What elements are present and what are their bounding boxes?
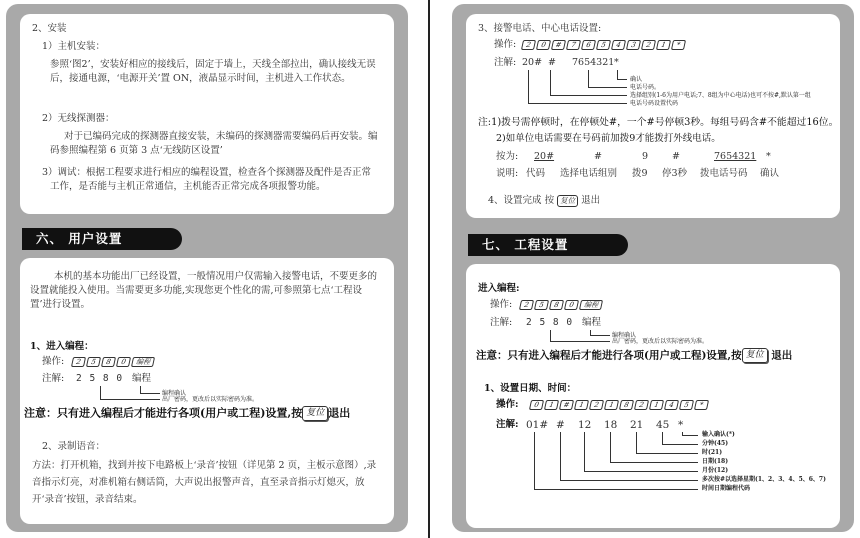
key-8: 8 bbox=[549, 300, 564, 310]
s7-warning-text: 注意：只有进入编程后才能进行各项(用户或工程)设置,按 bbox=[476, 349, 742, 362]
user-settings-card bbox=[20, 258, 394, 524]
desc-dial9: 拨9 bbox=[632, 168, 648, 179]
key: 1 bbox=[649, 400, 664, 410]
example-code: 20# bbox=[534, 151, 555, 162]
phone-title: 3、接警电话、中心电话设置: bbox=[478, 23, 602, 34]
key: * bbox=[671, 40, 686, 50]
key: 0 bbox=[536, 40, 551, 50]
desc-group: 选择电话组别 bbox=[560, 168, 618, 179]
s7-reset-key: 复位 bbox=[742, 348, 768, 363]
ann-month: 月份(12) bbox=[702, 467, 729, 474]
ann-date-code: 时间日期编程代码 bbox=[702, 485, 751, 492]
example-nine: 9 bbox=[642, 151, 649, 162]
key: 4 bbox=[664, 400, 679, 410]
key: 7 bbox=[566, 40, 581, 50]
s7-warning-line bbox=[476, 348, 792, 363]
date-code: 01# bbox=[526, 419, 549, 431]
ann-confirm: 编程确认 bbox=[162, 390, 187, 397]
desc-label: 说明: bbox=[496, 168, 519, 179]
s7-password-code: 2 5 8 0 bbox=[526, 317, 574, 328]
install-heading: 2、安装 bbox=[32, 23, 67, 34]
debug-body: 根据工程要求进行相应的编程设置，检查各个探测器及配件是否正常工作，是否能与主机正常通信，主机能否正常完成各项报警功能。 bbox=[50, 167, 372, 192]
key: 1 bbox=[544, 400, 559, 410]
note-2: 2)如单位电话需要在号码前加拨9才能拨打外线电话。 bbox=[496, 133, 721, 144]
section6-title: 六、 用户设置 bbox=[22, 228, 182, 250]
example-hash2: # bbox=[672, 151, 680, 162]
phone-card bbox=[466, 14, 840, 218]
page-divider bbox=[428, 0, 430, 538]
note-1: 注:1)拨号需停顿时，在停顿处#，一个#号停顿3秒。每组号码含#不能超过16位。 bbox=[478, 117, 839, 128]
detector-body: 对于已编码完成的探测器直接安装，未编码的探测器需要编码后再安装。编码参照编程第 6 页第 3 点‘无线防区设置’ bbox=[50, 131, 378, 156]
desc-pause: 停3秒 bbox=[662, 168, 688, 179]
phone-hash: # bbox=[548, 57, 556, 68]
key-5: 5 bbox=[534, 300, 549, 310]
ann-set-code: 电话号码设置代码 bbox=[630, 100, 679, 107]
section7-title: 七、 工程设置 bbox=[468, 234, 628, 256]
key: 2 bbox=[634, 400, 649, 410]
exit-word: 退出 bbox=[581, 195, 601, 206]
key-program: 编程 bbox=[131, 357, 155, 367]
key: * bbox=[694, 400, 709, 410]
key: 1 bbox=[574, 400, 589, 410]
phone-note-label: 注解: bbox=[494, 57, 517, 68]
password-code: 2 5 8 0 bbox=[76, 373, 124, 384]
date-title: 1、设置日期、时间： bbox=[484, 383, 577, 394]
note-label: 注解: bbox=[42, 373, 65, 384]
record-body: 方法：打开机箱，找到并按下电路板上‘录音’按钮（详见第 2 页，主板示意图）,录音指示灯亮，对准机箱右侧话筒，大声说出报警声音，直至录音指示灯熄灭，放开‘录音’按钮，录音结束。 bbox=[32, 460, 377, 505]
reset-key: 复位 bbox=[302, 406, 328, 421]
key-2: 2 bbox=[519, 300, 534, 310]
key: 5 bbox=[596, 40, 611, 50]
phone-op-label: 操作: bbox=[494, 39, 517, 50]
ann-minute: 分钟(45) bbox=[702, 440, 729, 447]
ann-select-group: 选择组别(1-6为用户电话;7、8组为中心电话)也可不按#,默认第一组 bbox=[630, 92, 811, 99]
reset-key: 复位 bbox=[557, 195, 578, 207]
key: 4 bbox=[611, 40, 626, 50]
install-card bbox=[20, 14, 394, 214]
key: 1 bbox=[604, 400, 619, 410]
warning-text: 注意：只有进入编程后才能进行各项(用户或工程)设置,按 bbox=[24, 406, 303, 420]
s7-enter-title: 进入编程: bbox=[478, 283, 520, 294]
key: 2 bbox=[589, 400, 604, 410]
record-title: 2、录制语音： bbox=[42, 441, 106, 452]
s7-note-label: 注解: bbox=[490, 317, 513, 328]
key: 2 bbox=[641, 40, 656, 50]
section6-intro: 本机的基本功能出厂已经设置，一般情况用户仅需输入接警电话，不要更多的设置就能投入使用。当需要更多功能,实现您更个性化的需,可参照第七点‘工程设置’进行设置。 bbox=[30, 271, 378, 310]
engineering-card bbox=[466, 264, 840, 528]
phone-number: 7654321 bbox=[572, 57, 615, 68]
ann-weekday: 多次按#以选择星期(1、2、3、4、5、6、7) bbox=[702, 476, 826, 483]
example-label: 按为: bbox=[496, 151, 519, 162]
date-day: 18 bbox=[604, 419, 618, 431]
example-hash: # bbox=[594, 151, 602, 162]
phone-keys bbox=[522, 40, 685, 50]
finish-text: 4、设置完成 按 bbox=[488, 195, 555, 206]
key: 6 bbox=[581, 40, 596, 50]
finish-line bbox=[488, 194, 600, 208]
enter-keys bbox=[72, 357, 154, 367]
host-install-body: 参照‘图2’，安装好相应的接线后，固定于墙上，天线全部拉出，确认接线无误后，接通电源，‘电源开关’置 ON，液晶显示时间，主机进入工作状态。 bbox=[50, 59, 376, 84]
key: 5 bbox=[679, 400, 694, 410]
key-2: 2 bbox=[71, 357, 86, 367]
s7-op-label: 操作: bbox=[490, 299, 513, 310]
date-hour: 21 bbox=[630, 419, 644, 431]
date-minute: 45 bbox=[656, 419, 670, 431]
key: 3 bbox=[626, 40, 641, 50]
s7-ann-confirm: 编程确认 bbox=[612, 332, 637, 339]
enter-prog-title: 1、进入编程： bbox=[30, 341, 94, 352]
date-month: 12 bbox=[578, 419, 592, 431]
key: 1 bbox=[656, 40, 671, 50]
ann-confirm: 确认 bbox=[630, 76, 643, 83]
key: 0 bbox=[529, 400, 544, 410]
example-star: * bbox=[766, 151, 771, 162]
key-0: 0 bbox=[564, 300, 579, 310]
s7-enter-keys bbox=[520, 300, 602, 310]
date-note-label: 注解: bbox=[496, 419, 519, 430]
detector-title: 2）无线探测器： bbox=[42, 113, 115, 124]
ann-hour: 时(21) bbox=[702, 449, 723, 456]
debug-title: 3）调试： bbox=[42, 167, 87, 178]
left-page bbox=[6, 4, 408, 532]
ann-phone-number: 电话号码。 bbox=[630, 84, 661, 91]
key: 2 bbox=[521, 40, 536, 50]
ann-day: 日期(18) bbox=[702, 458, 729, 465]
desc-code: 代码 bbox=[526, 168, 546, 179]
s7-exit-word: 退出 bbox=[771, 349, 793, 362]
date-op-label: 操作: bbox=[496, 399, 519, 410]
key: # bbox=[559, 400, 574, 410]
key-5: 5 bbox=[86, 357, 101, 367]
right-page bbox=[452, 4, 854, 532]
ann-password: 出厂密码，更改后以实际密码为准。 bbox=[162, 396, 259, 403]
program-word: 编程 bbox=[132, 373, 152, 384]
key-program: 编程 bbox=[579, 300, 603, 310]
warning-line bbox=[24, 406, 350, 421]
desc-dial: 拨电话号码 bbox=[700, 168, 748, 179]
date-hash: # bbox=[556, 419, 565, 431]
host-install-title: 1）主机安装： bbox=[42, 41, 106, 52]
phone-code: 20# bbox=[522, 57, 543, 68]
date-keys bbox=[530, 400, 708, 410]
s7-ann-password: 出厂密码，更改后以实际密码为准。 bbox=[612, 338, 709, 345]
exit-word: 退出 bbox=[328, 406, 351, 420]
operation-label: 操作: bbox=[42, 356, 65, 367]
ann-input-confirm: 输入确认(*) bbox=[702, 431, 735, 438]
key: # bbox=[551, 40, 566, 50]
key-0: 0 bbox=[116, 357, 131, 367]
date-star: * bbox=[678, 419, 684, 431]
example-number: 7654321 bbox=[714, 151, 757, 162]
key-8: 8 bbox=[101, 357, 116, 367]
key: 8 bbox=[619, 400, 634, 410]
phone-star: * bbox=[614, 57, 619, 68]
desc-confirm: 确认 bbox=[760, 168, 780, 179]
s7-program-word: 编程 bbox=[582, 317, 602, 328]
